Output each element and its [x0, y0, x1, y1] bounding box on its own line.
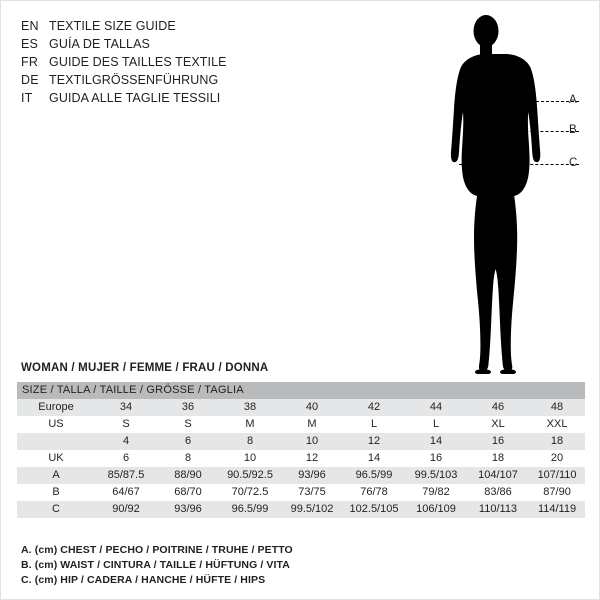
language-row-en [21, 17, 351, 35]
cell: 42 [343, 399, 405, 416]
cell: 14 [405, 433, 467, 450]
cell: 16 [405, 450, 467, 467]
cell: 106/109 [405, 501, 467, 518]
cell: 38 [219, 399, 281, 416]
language-row-fr [21, 53, 351, 71]
cell: 18 [529, 433, 585, 450]
cell: 73/75 [281, 484, 343, 501]
cell: 10 [281, 433, 343, 450]
language-row-es [21, 35, 351, 53]
cell: 83/86 [467, 484, 529, 501]
cell: S [157, 416, 219, 433]
cell: 99.5/102 [281, 501, 343, 518]
language-code-it: IT [21, 91, 33, 105]
cell: 110/113 [467, 501, 529, 518]
cell: 14 [343, 450, 405, 467]
cell: 8 [219, 433, 281, 450]
cell: 12 [343, 433, 405, 450]
cell: 88/90 [157, 467, 219, 484]
cell: L [405, 416, 467, 433]
cell: 8 [157, 450, 219, 467]
table-header-row [17, 382, 585, 399]
footnote-a: A. (cm) CHEST / PECHO / POITRINE / TRUHE / PETTO [21, 544, 293, 556]
language-title-es: GUÍA DE TALLAS [49, 37, 150, 51]
cell: 85/87.5 [95, 467, 157, 484]
language-title-de: TEXTILGRÖSSENFÜHRUNG [49, 73, 219, 87]
cell: 4 [95, 433, 157, 450]
section-title-woman: WOMAN / MUJER / FEMME / FRAU / DONNA [21, 362, 269, 374]
language-title-block [21, 17, 351, 107]
cell: 96.5/99 [343, 467, 405, 484]
cell: 18 [467, 450, 529, 467]
language-code-fr: FR [21, 55, 39, 69]
cell: XXL [529, 416, 585, 433]
language-code-en: EN [21, 19, 39, 33]
cell: S [95, 416, 157, 433]
cell: 87/90 [529, 484, 585, 501]
cell: 102.5/105 [343, 501, 405, 518]
cell: 10 [219, 450, 281, 467]
language-row-it [21, 89, 351, 107]
cell: 76/78 [343, 484, 405, 501]
silhouette-icon [431, 9, 591, 374]
cell: M [219, 416, 281, 433]
cell: 99.5/103 [405, 467, 467, 484]
measure-label-c: C [569, 157, 578, 169]
cell: 44 [405, 399, 467, 416]
table-row [17, 484, 585, 501]
row-label-b: B [17, 484, 95, 501]
cell: 104/107 [467, 467, 529, 484]
measure-line-a [461, 101, 579, 102]
measure-line-c [459, 164, 579, 165]
cell: 16 [467, 433, 529, 450]
table-row [17, 501, 585, 518]
cell: 90.5/92.5 [219, 467, 281, 484]
cell: 90/92 [95, 501, 157, 518]
row-label-uk: UK [17, 450, 95, 467]
language-title-fr: GUIDE DES TAILLES TEXTILE [49, 55, 227, 69]
cell: 6 [157, 433, 219, 450]
cell: 36 [157, 399, 219, 416]
cell: 64/67 [95, 484, 157, 501]
cell: 20 [529, 450, 585, 467]
row-label-a: A [17, 467, 95, 484]
cell: XL [467, 416, 529, 433]
cell: 79/82 [405, 484, 467, 501]
cell: 96.5/99 [219, 501, 281, 518]
row-label-us-numeric [17, 433, 95, 450]
table-row [17, 399, 585, 416]
cell: 46 [467, 399, 529, 416]
footnote-c: C. (cm) HIP / CADERA / HANCHE / HÜFTE / HIPS [21, 574, 266, 586]
cell: 93/96 [157, 501, 219, 518]
cell: L [343, 416, 405, 433]
cell: 48 [529, 399, 585, 416]
measure-label-b: B [569, 124, 577, 136]
cell: 12 [281, 450, 343, 467]
table-header-label: SIZE / TALLA / TAILLE / GRÖSSE / TAGLIA [17, 382, 585, 399]
table-row [17, 416, 585, 433]
cell: M [281, 416, 343, 433]
language-code-de: DE [21, 73, 39, 87]
cell: 34 [95, 399, 157, 416]
measure-label-a: A [569, 94, 577, 106]
row-label-europe: Europe [17, 399, 95, 416]
language-code-es: ES [21, 37, 39, 51]
language-title-en: TEXTILE SIZE GUIDE [49, 19, 176, 33]
size-table-wrapper [17, 382, 585, 518]
row-label-c: C [17, 501, 95, 518]
footnote-b: B. (cm) WAIST / CINTURA / TAILLE / HÜFTUNG / VITA [21, 559, 290, 571]
cell: 68/70 [157, 484, 219, 501]
size-table [17, 382, 585, 518]
table-row [17, 450, 585, 467]
female-silhouette-figure [431, 9, 591, 374]
cell: 6 [95, 450, 157, 467]
measure-line-b [464, 131, 579, 132]
cell: 40 [281, 399, 343, 416]
language-row-de [21, 71, 351, 89]
table-row [17, 467, 585, 484]
language-title-it: GUIDA ALLE TAGLIE TESSILI [49, 91, 221, 105]
cell: 114/119 [529, 501, 585, 518]
cell: 107/110 [529, 467, 585, 484]
table-row [17, 433, 585, 450]
row-label-us: US [17, 416, 95, 433]
cell: 93/96 [281, 467, 343, 484]
footnotes-block [21, 543, 293, 588]
cell: 70/72.5 [219, 484, 281, 501]
